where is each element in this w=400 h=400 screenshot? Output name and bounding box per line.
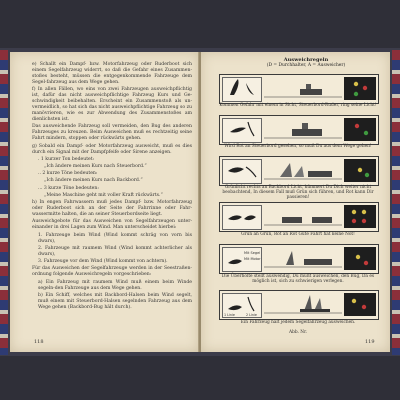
left-page — [10, 52, 199, 352]
paragraph: g) Sobald ein Dampf- oder Motorfahrzeug ausweicht, muß es dies durch ein Signal mit der Dampfpfeife oder Sirene anzeigen. — [32, 143, 192, 155]
right-page-subtitle: (D = Durchhalter, A = Ausweicher) — [266, 63, 346, 68]
paragraph: Das ausweichende Fahrzeug soll vermeiden, den Bug des anderen Fahrzeuges zu kreuzen. Beim Ausweichen muß es rechtzeitig seine Fahrt mindern, stoppen oder rückwärts gehen. — [32, 124, 192, 142]
paragraph: 2. Fahrzeuge mit raumem Wind (Wind kommt achterlicher als dwars), — [38, 245, 192, 257]
paragraph: h) In engen Fahrwassern muß jedes Dampf- bzw. Motorfahrzeug oder Ruderboot sich an der Seite der Fahrrinne oder Fahr-wassermitte halten, die an seiner Steuerbordseite liegt. — [32, 199, 192, 217]
paragraph: „Ich ändere meinen Kurs nach Backbord.“ — [44, 178, 143, 184]
paragraph: e) Schallt ein Dampf- bzw. Motorfahrzeug oder Ruderboot sich einem Segelfahrzeug widerrt, so daß die Gefahr eines Zusammen-stoßes besteht, müssen die entgegenkommende Fahrzeuge dem Segel-fahrzeug aus dem Wege gehen. — [32, 62, 192, 85]
rule-caption: Ein Fahrzeug hält jedem Segelfahrzeug ausweichen. — [240, 320, 356, 325]
paragraph: b) Ein Schiff, welches mit Backbord-Halsen beim Wind segelt, muß einem mit Steuerbord-Halsen segelnden Fahrzeug aus dem Wege gehen (Backbord-Bug hält durch). — [38, 292, 192, 310]
cover-edge-right — [392, 50, 400, 355]
rule-diagram-2 — [219, 115, 379, 145]
rule-diagram-6 — [219, 290, 379, 320]
paragraph: „Ich ändere meinen Kurs nach Steuerbord.“ — [44, 163, 147, 169]
paragraph: 3. Fahrzeuge vor dem Wind (Wind kommt von achtern). — [38, 258, 168, 264]
panel-label: Mit Motor — [244, 257, 261, 261]
paragraph: Ausweichgebote für das Ausweichen von Segelfahrzeugen unter-einander in drei Lagen zum Wind. Man unterscheidet hierbei: — [32, 219, 192, 231]
rule-caption: Die Überholte stellt auswendig, Du mußt ausweichen, den Bug, Da es möglich ist, sich zu schwierigen verlegen. — [221, 274, 375, 285]
paragraph: 1. Fahrzeuge beim Wind (Wind kommt schräg von vorn bis dwars), — [38, 232, 192, 244]
paragraph: . 1 kurzer Ton bedeutet: — [38, 156, 95, 162]
paragraph: ... 3 kurze Töne bedeuten: — [38, 185, 99, 191]
rule-diagram-3 — [219, 156, 379, 186]
paragraph: f) In allen Fällen, wo eins von zwei Fahrzeugen ausweichpflichtig ist, dafür das nicht ausweichpflichtige Fahrzeug Kurs und Ge-schwindigkeit beibehalten. Erscheint ein Zusammenstoß als un-vermeidlich, so hat sich das nicht ausweichpflichtige Fahrzeug so zu manövrieren, wie es zur Abwendung des Zusammenstoßes am dienlichsten ist. — [32, 87, 192, 123]
book-cover-top — [0, 0, 400, 48]
left-page-number: 118 — [34, 339, 44, 345]
right-page-title: Ausweichregeln — [283, 57, 329, 63]
paragraph: „Meine Maschine geht mit voller Kraft rückwärts.“ — [44, 192, 163, 198]
rule-caption: Grünlicht rechts an Backbord Licht, kümmert Du Dich weiter nicht beobachtend, In diesem Fall muß Grün sich führen, und Rot kann Dir passieren! — [222, 185, 374, 201]
rule-diagram-4 — [219, 202, 379, 232]
panel-label: Mit Segel — [244, 251, 261, 255]
rule-diagram-5 — [219, 244, 379, 274]
right-page-number: 119 — [365, 339, 375, 345]
paragraph: a) Ein Fahrzeug mit raumem Wind muß einem beim Winde segeln-den Fahrzeuge aus dem Wege gehen. — [38, 279, 192, 291]
cover-edge-left — [0, 50, 8, 355]
right-page — [201, 52, 390, 352]
figure-note: Abb. Nr. — [288, 330, 308, 335]
book-cover-bottom — [0, 356, 400, 400]
rule-caption: Grün an Grün, Rot an Rot Gute Fahrt hat keine Not! — [241, 232, 355, 237]
rule-diagram-1 — [219, 74, 379, 104]
panel-label: 1 Linie — [224, 313, 235, 317]
rule-caption: Wird Rot an Steuerbord gesehen, so muß Du aus dem Wege gehen! — [224, 144, 372, 149]
paragraph: Für das Ausweichen der Segelfahrzeuge werden in der Seestraßen-ordnung folgende Ausweichregeln vorgeschrieben: — [32, 266, 192, 278]
paragraph: .. 2 kurze Töne bedeuten: — [38, 171, 98, 177]
rule-caption: Kommen Gefahr mit einem in Sicht, Steuerbord-Ruder, ring seine Licht! — [219, 103, 377, 108]
panel-label: 2 Linie — [246, 313, 257, 317]
left-page-text — [32, 62, 192, 312]
